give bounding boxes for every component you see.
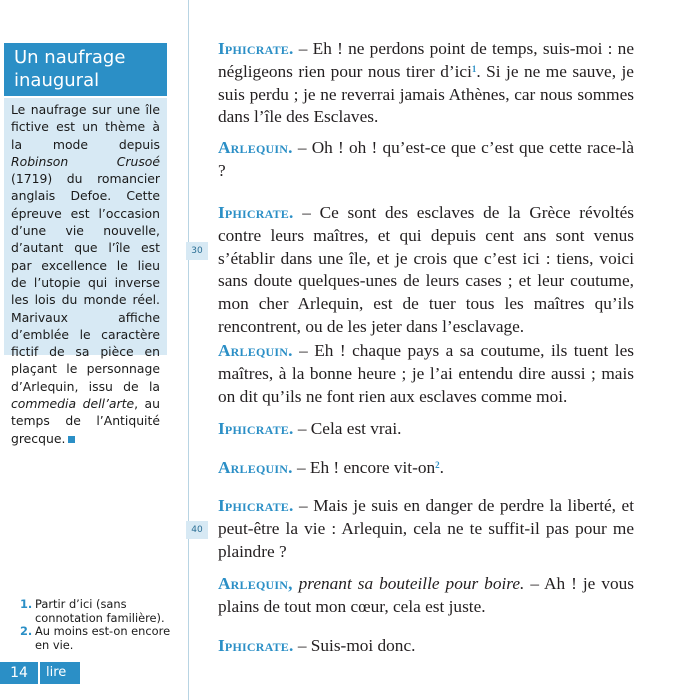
sidebar — [0, 0, 189, 700]
note-ref: 1 — [471, 63, 477, 74]
sidebar-text-part2: (1719) du romancier anglais Defoe. Cette épreuve est l’occasion d’une vie nouvelle, d’autant que l’île est par excellence le lieu de l’utopie qui inverse les lois du monde réel. Marivaux affiche d’emblée le caractère fictif de sa pièce en plaçant le personnage d’Arlequin, issu de la — [11, 171, 160, 394]
line-text: – Eh ! encore vit-on — [292, 458, 436, 477]
dialogue-line — [218, 457, 634, 480]
line-text: – Ce sont des esclaves de la Grèce révoltés contre leurs maîtres, et qui depuis cent ans sont venus s’établir dans une île, et je crois que c’est ici : tiens, voici sans doute quelques-unes de leurs cases ; et leur coutume, mon cher Arlequin, est de tuer tous les maîtres qu’ils rencontrent, ou de les jeter dans l’esclavage. — [218, 203, 634, 336]
dialogue-line — [218, 202, 634, 339]
sidebar-heading: Un naufrage inaugural — [4, 43, 167, 96]
line-text: – Eh ! chaque pays a sa coutume, ils tuent les maîtres, à la bonne heure ; je l’ai entendu dire aussi ; mais on dit qu’ils ne font rien aux esclaves comme moi. — [218, 341, 634, 406]
line-text-cont: . Si je ne me sauve, je suis perdu ; je ne reverrai jamais Athènes, car nous sommes dans l’île des Esclaves. — [218, 61, 634, 127]
sidebar-work-robinson: Robinson Crusoé — [11, 153, 160, 169]
sidebar-text-part3: , au temps de l’Antiquité grecque. — [11, 396, 160, 446]
sidebar-work-commedia: commedia dell’arte — [11, 396, 135, 412]
speaker-name: Arlequin. — [218, 138, 293, 157]
speaker-name: Iphicrate. — [218, 419, 294, 438]
line-text: – Mais je suis en danger de perdre la liberté, et peut-être la vie : Arlequin, cela ne te suffit-il pas pour me plaindre ? — [218, 496, 634, 561]
line-text: – Oh ! oh ! qu’est-ce que c’est que cette race-là ? — [218, 138, 634, 180]
sidebar-text — [4, 98, 167, 446]
dialogue-line — [218, 495, 634, 563]
footnote — [20, 625, 180, 652]
speaker-name: Arlequin. — [218, 341, 293, 360]
dialogue-line — [218, 340, 634, 408]
footnote-text: Au moins est-on encore en vie. — [35, 624, 171, 652]
speaker-name: Iphicrate. — [218, 496, 294, 515]
dialogue-line — [218, 137, 634, 183]
line-number-30: 30 — [186, 242, 208, 260]
section-label: lire — [40, 662, 80, 684]
dialogue-line — [218, 635, 634, 658]
speaker-name: Arlequin. — [218, 458, 293, 477]
speaker-name: Iphicrate. — [218, 636, 294, 655]
footnotes — [20, 598, 180, 652]
line-number-40: 40 — [186, 521, 208, 539]
footnote-number: 2. — [20, 624, 33, 638]
line-text: – Ah ! je vous plains de tout mon cœur, cela est juste. — [218, 574, 634, 616]
dialogue-line — [218, 38, 634, 129]
dialogue-line — [218, 573, 634, 619]
line-text: – Eh ! ne perdons point de temps, suis-moi : ne négligeons rien pour nous tirer d’ici — [218, 39, 634, 81]
speaker-name: Arlequin, — [218, 574, 293, 593]
footnote — [20, 598, 180, 625]
page-number: 14 — [0, 662, 38, 684]
line-text: – Suis-moi donc. — [293, 636, 416, 655]
speaker-name: Iphicrate. — [218, 39, 294, 58]
dialogue-line — [218, 418, 634, 441]
end-square-icon — [68, 436, 75, 443]
line-text-cont: . — [439, 458, 444, 477]
stage-direction: prenant sa bouteille pour boire. — [298, 574, 525, 593]
footnote-number: 1. — [20, 597, 33, 611]
footnote-text: Partir d’ici (sans connotation familière). — [35, 597, 165, 625]
note-ref: 2 — [435, 460, 440, 470]
sidebar-text-part1: Le naufrage sur une île fictive est un thème à la mode depuis — [11, 102, 160, 152]
line-text: – Cela est vrai. — [293, 419, 402, 438]
speaker-name: Iphicrate. — [218, 203, 294, 222]
